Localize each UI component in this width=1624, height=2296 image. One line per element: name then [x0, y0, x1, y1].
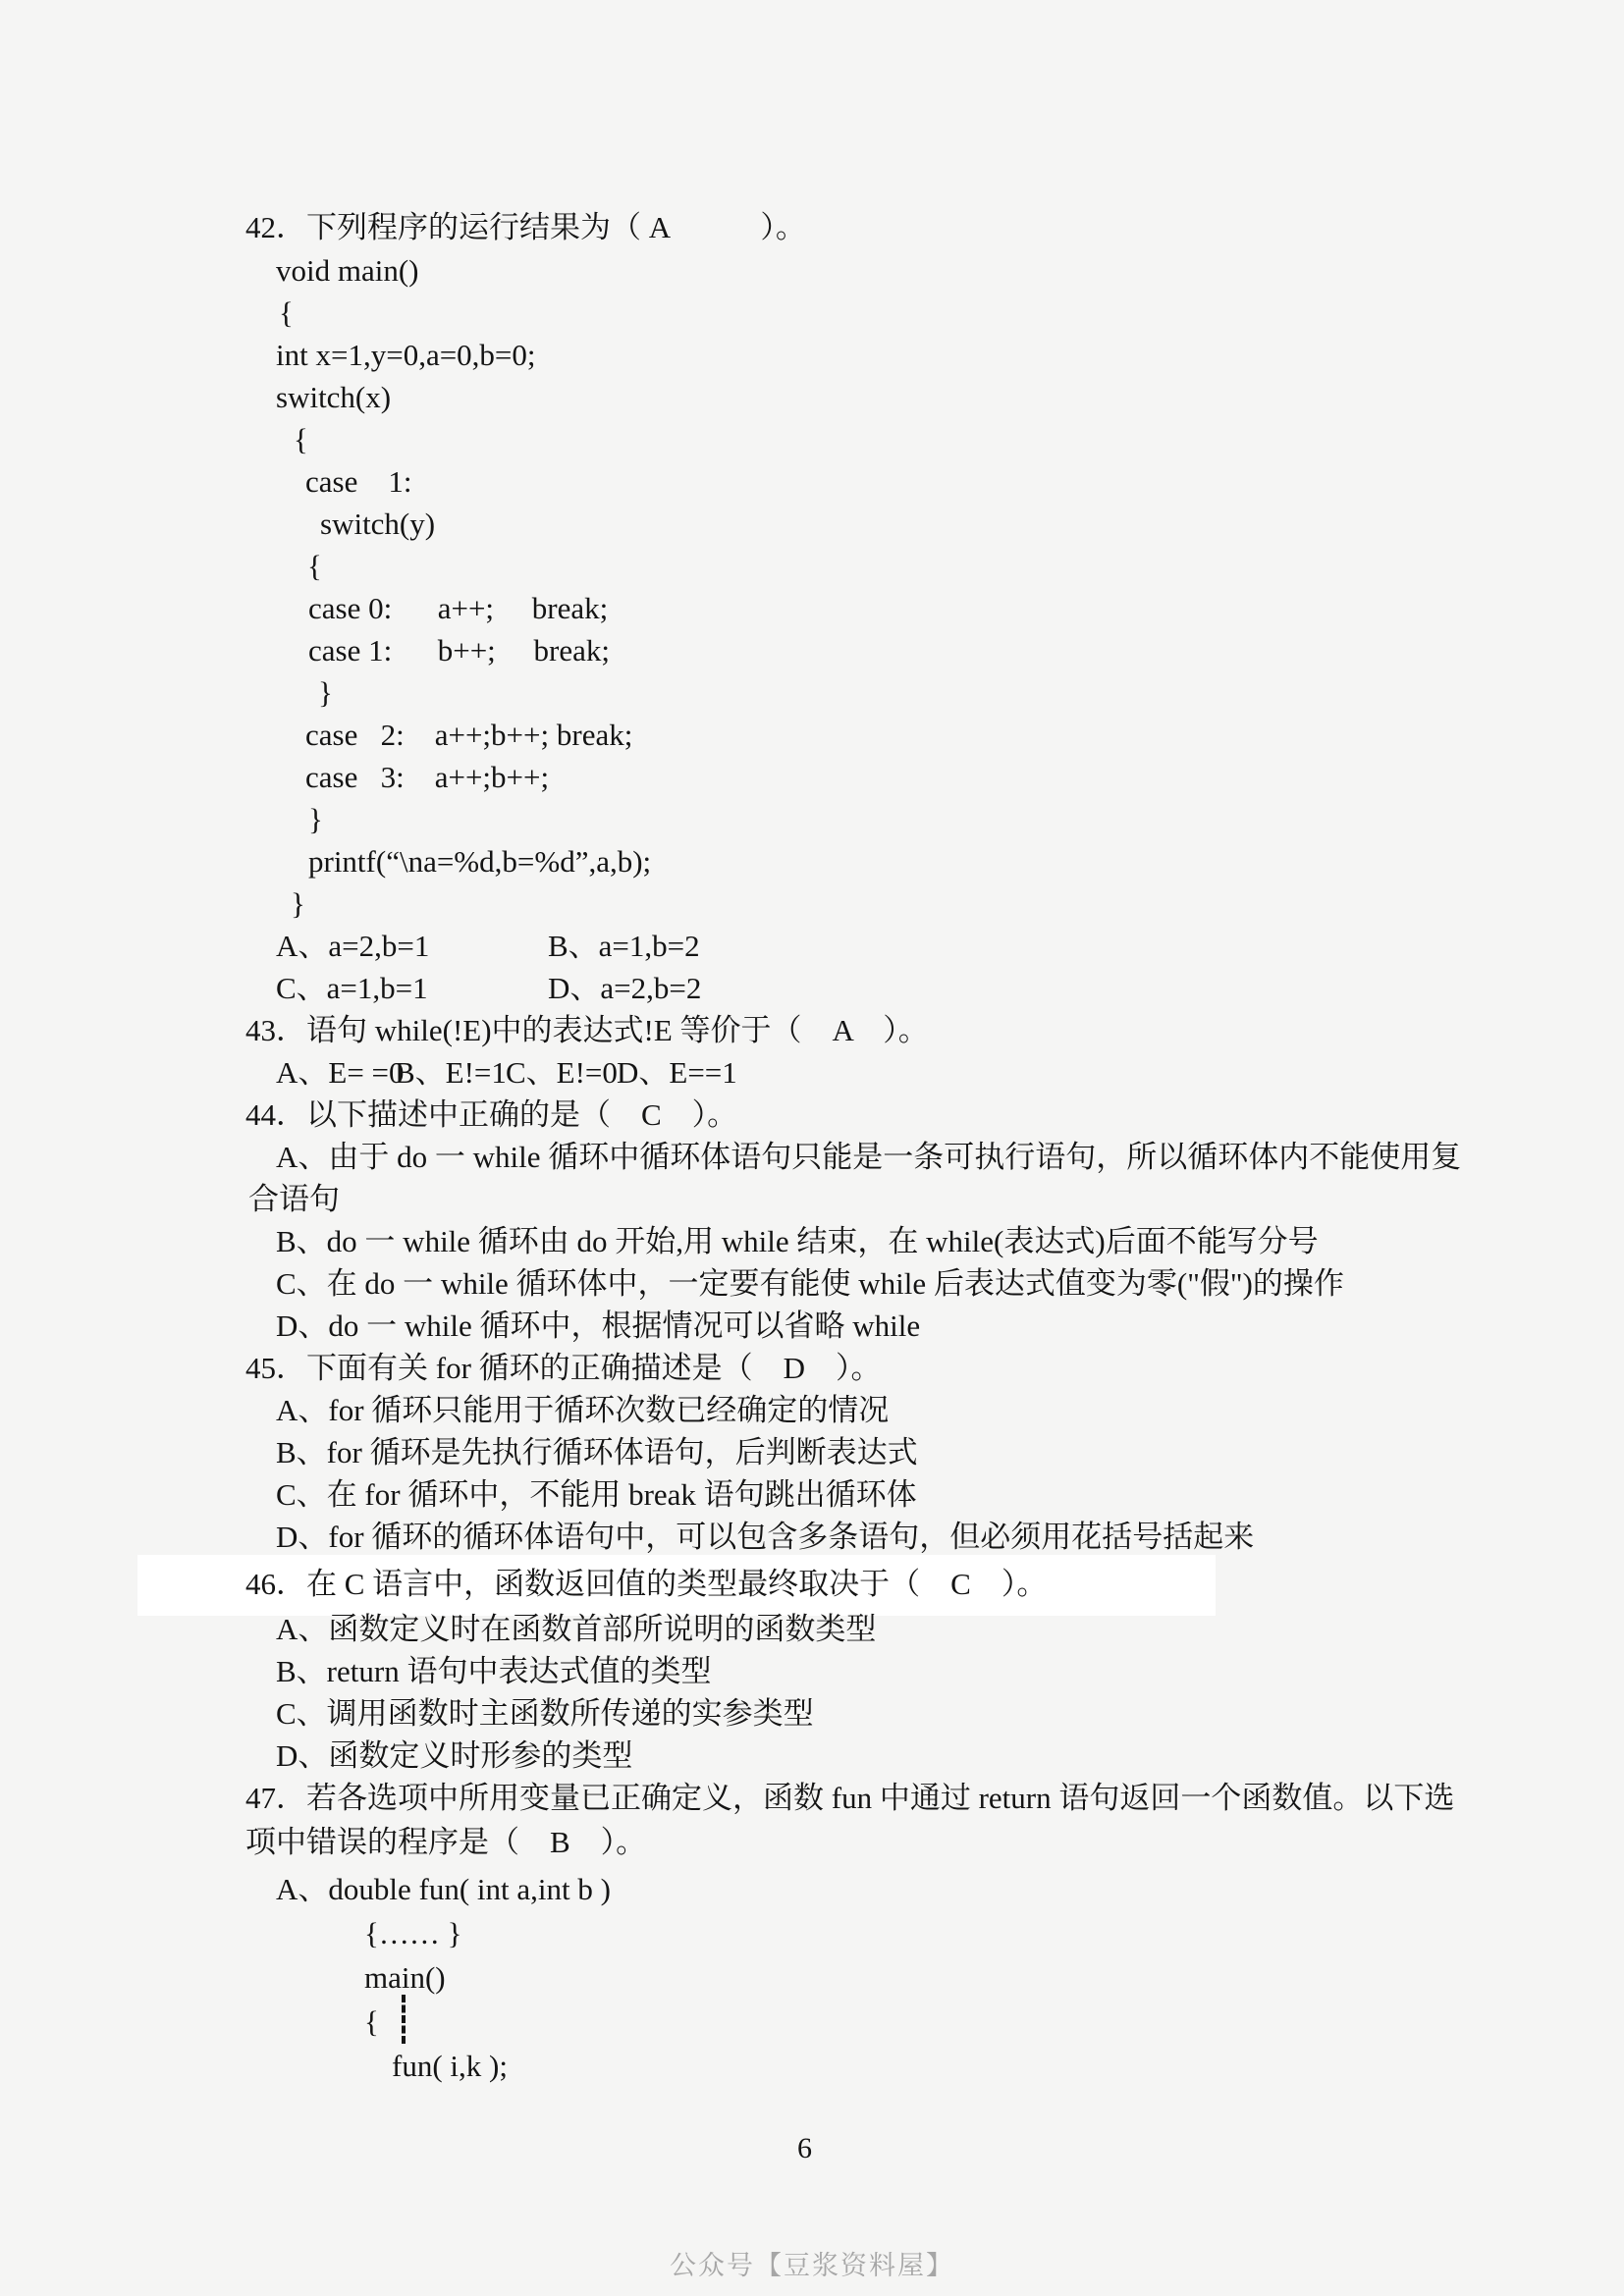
q42-code-8: {: [307, 549, 322, 583]
q42-option-b: B、a=1,b=2: [548, 929, 700, 963]
q42-code-4: switch(x): [276, 380, 392, 414]
q46-option-d: D、函数定义时形参的类型: [276, 1738, 633, 1773]
q42-code-14: }: [308, 802, 323, 836]
q47-code-3: {: [364, 2004, 379, 2039]
q42-option-a: A、a=2,b=1: [276, 929, 430, 963]
q44-option-b: B、do 一 while 循环由 do 开始,用 while 结束，在 while(表达式)后面不能写分号: [276, 1224, 1319, 1258]
q44-option-d: D、do 一 while 循环中，根据情况可以省略 while: [276, 1308, 921, 1343]
q42-code-11: }: [318, 675, 333, 710]
q46-stem: 46．在 C 语言中，函数返回值的类型最终取决于（ C ）。: [245, 1567, 1048, 1601]
q47-stem-line2: 项中错误的程序是（ B ）。: [245, 1825, 647, 1859]
q43-stem: 43．语句 while(!E)中的表达式!E 等价于（ A ）。: [245, 1013, 929, 1047]
q47-code-2: main(): [364, 1960, 446, 1995]
q42-code-5: {: [294, 422, 308, 456]
q42-code-2: {: [279, 295, 294, 330]
q45-option-c: C、在 for 循环中，不能用 break 语句跳出循环体: [276, 1477, 917, 1512]
q44-option-c: C、在 do 一 while 循环体中，一定要有能使 while 后表达式值变为零("假")的操作: [276, 1266, 1344, 1301]
q45-option-a: A、for 循环只能用于循环次数已经确定的情况: [276, 1393, 890, 1427]
q45-option-b: B、for 循环是先执行循环体语句，后判断表达式: [276, 1435, 918, 1469]
footer-watermark: 公众号【豆浆资料屋】: [670, 2251, 954, 2280]
q42-option-c: C、a=1,b=1: [276, 971, 428, 1005]
q43-option-b: B、E!=1: [395, 1055, 507, 1090]
q44-option-a-cont: 合语句: [248, 1182, 340, 1216]
q46-option-b: B、return 语句中表达式值的类型: [276, 1654, 712, 1688]
q47-code-4: fun( i,k );: [392, 2049, 508, 2083]
vertical-ellipsis-mark: [402, 1995, 406, 2044]
q44-option-a: A、由于 do 一 while 循环中循环体语句只能是一条可执行语句，所以循环体内不能使用复: [276, 1140, 1462, 1174]
q43-option-d: D、E==1: [617, 1055, 737, 1090]
q47-option-a: A、double fun( int a,int b ): [276, 1872, 611, 1906]
q42-stem: 42．下列程序的运行结果为（ A ）。: [245, 210, 806, 244]
q45-stem: 45．下面有关 for 循环的正确描述是（ D ）。: [245, 1351, 882, 1385]
q42-code-3: int x=1,y=0,a=0,b=0;: [276, 338, 536, 372]
q42-code-15: printf(“\na=%d,b=%d”,a,b);: [308, 844, 652, 879]
q42-code-7: switch(y): [320, 507, 436, 541]
q46-option-a: A、函数定义时在函数首部所说明的函数类型: [276, 1612, 877, 1646]
q47-code-1: {…… }: [364, 1916, 462, 1950]
q42-code-1: void main(): [276, 253, 419, 288]
q42-code-9: case 0: a++; break;: [308, 591, 609, 625]
q42-code-6: case 1:: [305, 464, 412, 499]
page-number: 6: [797, 2132, 812, 2164]
q46-option-c: C、调用函数时主函数所传递的实参类型: [276, 1696, 814, 1731]
q44-stem: 44．以下描述中正确的是（ C ）。: [245, 1097, 738, 1132]
q47-stem-line1: 47．若各选项中所用变量已正确定义，函数 fun 中通过 return 语句返回一个函数值。以下选: [245, 1781, 1455, 1815]
q42-code-12: case 2: a++;b++; break;: [305, 718, 633, 752]
q42-option-d: D、a=2,b=2: [548, 971, 702, 1005]
q42-code-13: case 3: a++;b++;: [305, 760, 550, 794]
q45-option-d: D、for 循环的循环体语句中，可以包含多条语句，但必须用花括号括起来: [276, 1520, 1255, 1554]
q43-option-c: C、E!=0: [506, 1055, 618, 1090]
q42-code-16: }: [291, 886, 305, 921]
q43-option-a: A、E= =0: [276, 1055, 405, 1090]
q42-code-10: case 1: b++; break;: [308, 633, 610, 667]
